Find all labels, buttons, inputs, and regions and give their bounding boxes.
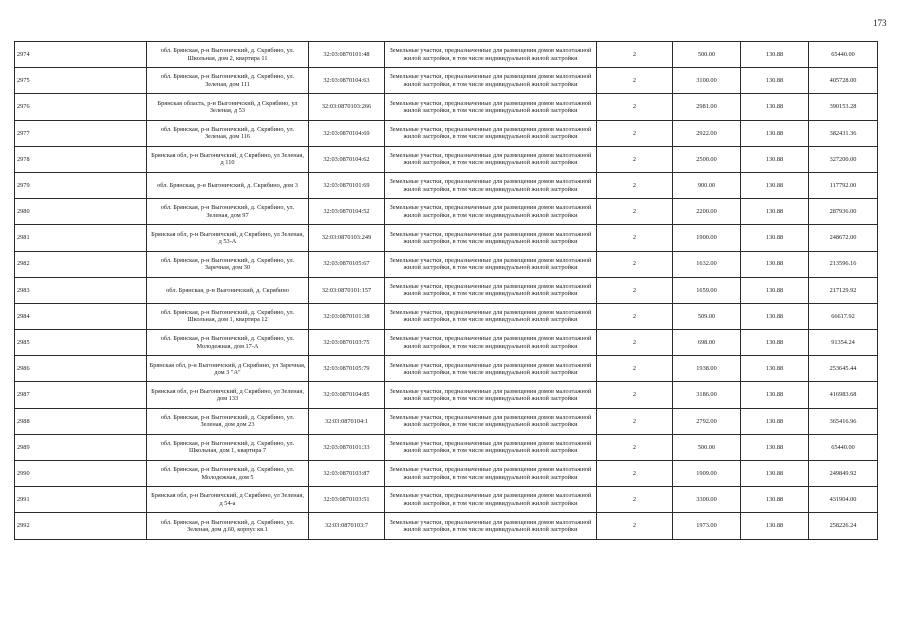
cadastral-number-cell: 32:03:0870103:87 [309, 461, 385, 487]
permitted-use-cell: Земельные участки, предназначенные для размещения домов малоэтажной жилой застройки, в том числе индивидуальной жилой застройки [385, 303, 597, 329]
cadastral-number-cell: 32:03:0870105:67 [309, 251, 385, 277]
address-cell: обл. Брянская, р-н Выгоничский, д. Скрябино, ул. Молодежная, дом 5 [147, 461, 309, 487]
address-cell: обл. Брянская, р-н Выгоничский, д. Скрябино, ул. Молодежная, дом 17-А [147, 330, 309, 356]
row-number: 2983 [15, 277, 147, 303]
address-cell: обл. Брянская, р-н Выгоничский, д. Скрябино, дом 3 [147, 172, 309, 198]
specific-value-cell: 130.88 [741, 199, 809, 225]
cadastral-value-cell: 287936.00 [809, 199, 878, 225]
address-cell: обл. Брянская, р-н Выгоничский, д. Скрябино [147, 277, 309, 303]
specific-value-cell: 130.88 [741, 356, 809, 382]
cadastral-number-cell: 32:03:0870103:75 [309, 330, 385, 356]
specific-value-cell: 130.88 [741, 146, 809, 172]
area-cell: 1659.00 [673, 277, 741, 303]
cadastral-value-cell: 431904.00 [809, 487, 878, 513]
group-cell: 2 [597, 356, 673, 382]
permitted-use-cell: Земельные участки, предназначенные для размещения домов малоэтажной жилой застройки, в том числе индивидуальной жилой застройки [385, 487, 597, 513]
specific-value-cell: 130.88 [741, 330, 809, 356]
specific-value-cell: 130.88 [741, 251, 809, 277]
table-row [15, 277, 878, 303]
cadastral-number-cell: 32:03:0870105:79 [309, 356, 385, 382]
cadastral-number-cell: 32:03:0870104:69 [309, 120, 385, 146]
row-number: 2986 [15, 356, 147, 382]
group-cell: 2 [597, 172, 673, 198]
cadastral-number-cell: 32:03:0870104:85 [309, 382, 385, 408]
cadastral-number-cell: 32:03:0870103:51 [309, 487, 385, 513]
table-row [15, 199, 878, 225]
permitted-use-cell: Земельные участки, предназначенные для размещения домов малоэтажной жилой застройки, в том числе индивидуальной жилой застройки [385, 461, 597, 487]
table-row [15, 68, 878, 94]
table-row [15, 461, 878, 487]
address-cell: Брянская обл, р-н Выгоничский, д Скрябино, ул Зеленая, д 53-А [147, 225, 309, 251]
permitted-use-cell: Земельные участки, предназначенные для размещения домов малоэтажной жилой застройки, в том числе индивидуальной жилой застройки [385, 356, 597, 382]
table-row [15, 42, 878, 68]
specific-value-cell: 130.88 [741, 434, 809, 460]
specific-value-cell: 130.88 [741, 303, 809, 329]
page-number: 173 [873, 18, 887, 28]
row-number: 2977 [15, 120, 147, 146]
permitted-use-cell: Земельные участки, предназначенные для размещения домов малоэтажной жилой застройки, в том числе индивидуальной жилой застройки [385, 434, 597, 460]
permitted-use-cell: Земельные участки, предназначенные для размещения домов малоэтажной жилой застройки, в том числе индивидуальной жилой застройки [385, 330, 597, 356]
group-cell: 2 [597, 225, 673, 251]
cadastral-value-cell: 258226.24 [809, 513, 878, 539]
address-cell: обл. Брянская, р-н Выгоничский, д. Скрябино, ул. Зеленая, дом 97 [147, 199, 309, 225]
address-cell: обл. Брянская, р-н Выгоничский, д. Скрябино, ул. Заречная, дом 30 [147, 251, 309, 277]
group-cell: 2 [597, 199, 673, 225]
permitted-use-cell: Земельные участки, предназначенные для размещения домов малоэтажной жилой застройки, в том числе индивидуальной жилой застройки [385, 146, 597, 172]
area-cell: 900.00 [673, 172, 741, 198]
cadastral-value-cell: 327200.00 [809, 146, 878, 172]
table-row [15, 303, 878, 329]
specific-value-cell: 130.88 [741, 225, 809, 251]
area-cell: 3100.00 [673, 68, 741, 94]
address-cell: обл. Брянская, р-н Выгоничский, д. Скрябино, ул. Школьная, дом 2, квартира 11 [147, 42, 309, 68]
area-cell: 500.00 [673, 434, 741, 460]
table-row [15, 172, 878, 198]
row-number: 2992 [15, 513, 147, 539]
group-cell: 2 [597, 42, 673, 68]
address-cell: Брянская обл, р-н Выгоничский, д Скрябино, ул Зеленая, дом 133 [147, 382, 309, 408]
cadastral-number-cell: 32:03:0870104:63 [309, 68, 385, 94]
address-cell: обл. Брянская, р-н Выгоничский, д. Скрябино, ул. Школьная, дом 1, квартира 7 [147, 434, 309, 460]
area-cell: 1632.00 [673, 251, 741, 277]
cadastral-number-cell: 32:03:0870103:7 [309, 513, 385, 539]
area-cell: 2792.00 [673, 408, 741, 434]
permitted-use-cell: Земельные участки, предназначенные для размещения домов малоэтажной жилой застройки, в том числе индивидуальной жилой застройки [385, 382, 597, 408]
group-cell: 2 [597, 461, 673, 487]
specific-value-cell: 130.88 [741, 461, 809, 487]
row-number: 2987 [15, 382, 147, 408]
table-row [15, 251, 878, 277]
table-row [15, 94, 878, 120]
area-cell: 2200.00 [673, 199, 741, 225]
permitted-use-cell: Земельные участки, предназначенные для размещения домов малоэтажной жилой застройки, в том числе индивидуальной жилой застройки [385, 199, 597, 225]
row-number: 2981 [15, 225, 147, 251]
permitted-use-cell: Земельные участки, предназначенные для размещения домов малоэтажной жилой застройки, в том числе индивидуальной жилой застройки [385, 408, 597, 434]
area-cell: 3300.00 [673, 487, 741, 513]
group-cell: 2 [597, 382, 673, 408]
cadastral-number-cell: 32:03:0870103:249 [309, 225, 385, 251]
specific-value-cell: 130.88 [741, 382, 809, 408]
specific-value-cell: 130.88 [741, 487, 809, 513]
address-cell: Брянская обл, р-н Выгоничский, д Скрябино, ул Зеленая, д 110 [147, 146, 309, 172]
permitted-use-cell: Земельные участки, предназначенные для размещения домов малоэтажной жилой застройки, в том числе индивидуальной жилой застройки [385, 277, 597, 303]
area-cell: 698.00 [673, 330, 741, 356]
specific-value-cell: 130.88 [741, 68, 809, 94]
permitted-use-cell: Земельные участки, предназначенные для размещения домов малоэтажной жилой застройки, в том числе индивидуальной жилой застройки [385, 251, 597, 277]
specific-value-cell: 130.88 [741, 120, 809, 146]
address-cell: обл. Брянская, р-н Выгоничский, д. Скрябино, ул. Зеленая, дом д.60, корпус кв.1 [147, 513, 309, 539]
row-number: 2988 [15, 408, 147, 434]
cadastral-value-cell: 405728.00 [809, 68, 878, 94]
row-number: 2985 [15, 330, 147, 356]
specific-value-cell: 130.88 [741, 277, 809, 303]
row-number: 2982 [15, 251, 147, 277]
cadastral-value-cell: 390153.28 [809, 94, 878, 120]
address-cell: Брянская область, р-н Выгоничский, д Скрябино, ул Зеленая, д 53 [147, 94, 309, 120]
address-cell: обл. Брянская, р-н Выгоничский, д. Скрябино, ул. Школьная, дом 1, квартира 12 [147, 303, 309, 329]
group-cell: 2 [597, 330, 673, 356]
group-cell: 2 [597, 408, 673, 434]
cadastral-value-cell: 248672.00 [809, 225, 878, 251]
land-register-table [14, 41, 878, 540]
specific-value-cell: 130.88 [741, 42, 809, 68]
row-number: 2984 [15, 303, 147, 329]
address-cell: Брянская обл, р-н Выгоничский, д Скрябино, ул Заречная, дом 3 "А" [147, 356, 309, 382]
group-cell: 2 [597, 94, 673, 120]
cadastral-value-cell: 66617.92 [809, 303, 878, 329]
row-number: 2978 [15, 146, 147, 172]
table-row [15, 330, 878, 356]
row-number: 2991 [15, 487, 147, 513]
cadastral-number-cell: 32:03:0870104:52 [309, 199, 385, 225]
group-cell: 2 [597, 277, 673, 303]
table-row [15, 487, 878, 513]
row-number: 2979 [15, 172, 147, 198]
address-cell: Брянская обл, р-н Выгоничский, д Скрябино, ул Зеленая, д 54-а [147, 487, 309, 513]
group-cell: 2 [597, 120, 673, 146]
cadastral-value-cell: 91354.24 [809, 330, 878, 356]
table-row [15, 434, 878, 460]
permitted-use-cell: Земельные участки, предназначенные для размещения домов малоэтажной жилой застройки, в том числе индивидуальной жилой застройки [385, 68, 597, 94]
table-row [15, 513, 878, 539]
row-number: 2975 [15, 68, 147, 94]
row-number: 2990 [15, 461, 147, 487]
permitted-use-cell: Земельные участки, предназначенные для размещения домов малоэтажной жилой застройки, в том числе индивидуальной жилой застройки [385, 42, 597, 68]
area-cell: 2500.00 [673, 146, 741, 172]
cadastral-value-cell: 249849.92 [809, 461, 878, 487]
permitted-use-cell: Земельные участки, предназначенные для размещения домов малоэтажной жилой застройки, в том числе индивидуальной жилой застройки [385, 94, 597, 120]
address-cell: обл. Брянская, р-н Выгоничский, д. Скрябино, ул. Зеленая, дом 116 [147, 120, 309, 146]
permitted-use-cell: Земельные участки, предназначенные для размещения домов малоэтажной жилой застройки, в том числе индивидуальной жилой застройки [385, 172, 597, 198]
area-cell: 1909.00 [673, 461, 741, 487]
cadastral-number-cell: 32:03:0870101:48 [309, 42, 385, 68]
specific-value-cell: 130.88 [741, 408, 809, 434]
table-row [15, 382, 878, 408]
cadastral-value-cell: 382431.36 [809, 120, 878, 146]
cadastral-value-cell: 365416.96 [809, 408, 878, 434]
cadastral-value-cell: 253645.44 [809, 356, 878, 382]
table-row [15, 146, 878, 172]
cadastral-number-cell: 32:03:0870101:69 [309, 172, 385, 198]
specific-value-cell: 130.88 [741, 513, 809, 539]
table-row [15, 225, 878, 251]
area-cell: 1973.00 [673, 513, 741, 539]
cadastral-number-cell: 32:03:0870104:62 [309, 146, 385, 172]
group-cell: 2 [597, 146, 673, 172]
cadastral-value-cell: 65440.00 [809, 42, 878, 68]
specific-value-cell: 130.88 [741, 172, 809, 198]
land-register-body [15, 42, 878, 540]
row-number: 2980 [15, 199, 147, 225]
address-cell: обл. Брянская, р-н Выгоничский, д. Скрябино, ул. Зеленая, дом дом 23 [147, 408, 309, 434]
permitted-use-cell: Земельные участки, предназначенные для размещения домов малоэтажной жилой застройки, в том числе индивидуальной жилой застройки [385, 225, 597, 251]
table-row [15, 356, 878, 382]
group-cell: 2 [597, 434, 673, 460]
row-number: 2976 [15, 94, 147, 120]
cadastral-value-cell: 217129.92 [809, 277, 878, 303]
table-row [15, 408, 878, 434]
cadastral-value-cell: 213596.16 [809, 251, 878, 277]
group-cell: 2 [597, 303, 673, 329]
cadastral-number-cell: 32:03:0870101:157 [309, 277, 385, 303]
area-cell: 2981.00 [673, 94, 741, 120]
row-number: 2974 [15, 42, 147, 68]
specific-value-cell: 130.88 [741, 94, 809, 120]
permitted-use-cell: Земельные участки, предназначенные для размещения домов малоэтажной жилой застройки, в том числе индивидуальной жилой застройки [385, 513, 597, 539]
group-cell: 2 [597, 513, 673, 539]
cadastral-value-cell: 416983.68 [809, 382, 878, 408]
group-cell: 2 [597, 68, 673, 94]
address-cell: обл. Брянская, р-н Выгоничский, д. Скрябино, ул. Зеленая, дом 111 [147, 68, 309, 94]
group-cell: 2 [597, 251, 673, 277]
area-cell: 2922.00 [673, 120, 741, 146]
group-cell: 2 [597, 487, 673, 513]
permitted-use-cell: Земельные участки, предназначенные для размещения домов малоэтажной жилой застройки, в том числе индивидуальной жилой застройки [385, 120, 597, 146]
table-row [15, 120, 878, 146]
area-cell: 1938.00 [673, 356, 741, 382]
cadastral-number-cell: 32:03:0870101:38 [309, 303, 385, 329]
cadastral-value-cell: 117792.00 [809, 172, 878, 198]
area-cell: 509.00 [673, 303, 741, 329]
cadastral-value-cell: 65440.00 [809, 434, 878, 460]
area-cell: 1900.00 [673, 225, 741, 251]
cadastral-number-cell: 32:03:0870103:266 [309, 94, 385, 120]
area-cell: 500.00 [673, 42, 741, 68]
cadastral-number-cell: 32:03:0870101:33 [309, 434, 385, 460]
cadastral-number-cell: 32:03:0870104:1 [309, 408, 385, 434]
area-cell: 3186.00 [673, 382, 741, 408]
row-number: 2989 [15, 434, 147, 460]
